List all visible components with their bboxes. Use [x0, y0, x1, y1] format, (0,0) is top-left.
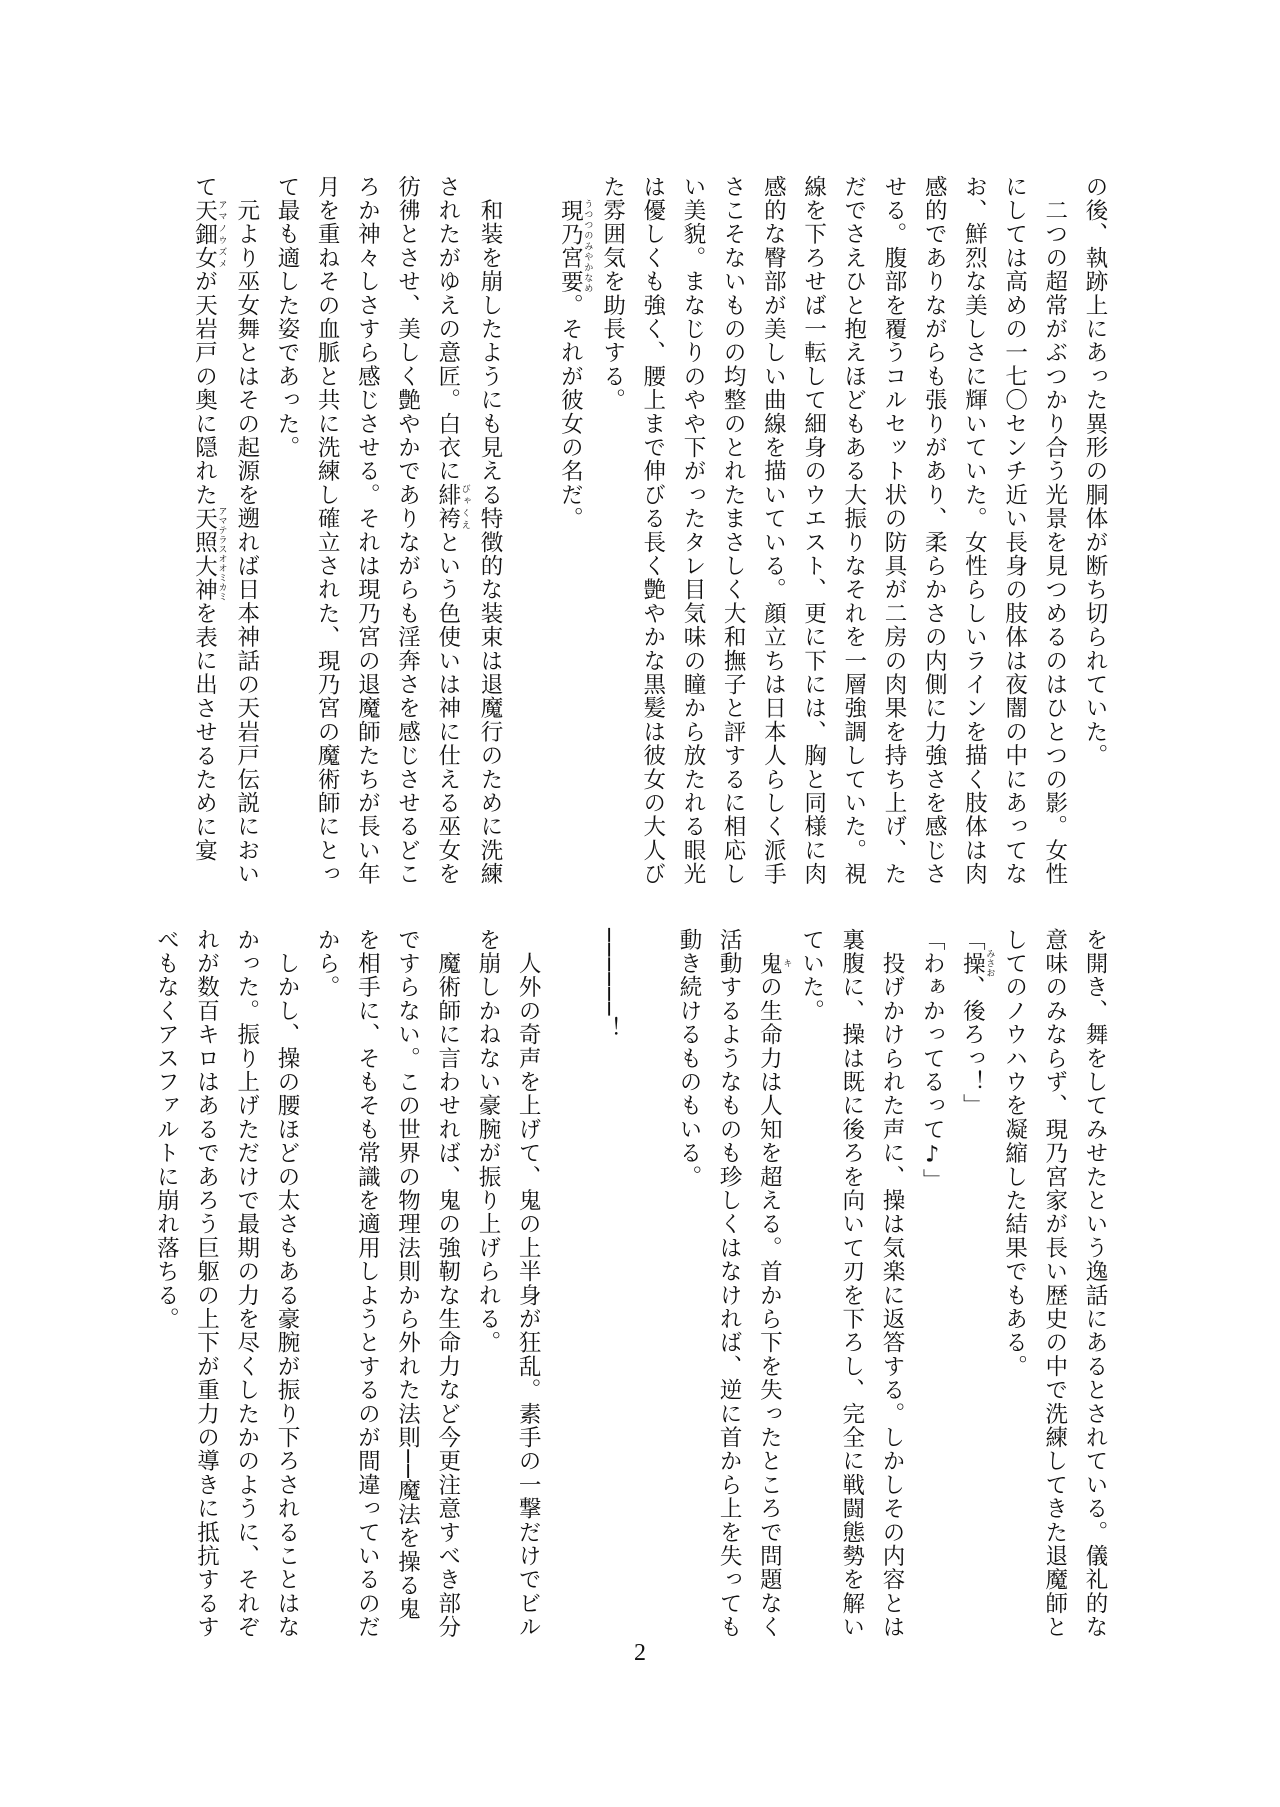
ruby-reading: びゃくえ — [459, 483, 470, 531]
text-line — [629, 928, 669, 1588]
ruby-annotation — [191, 506, 227, 602]
ruby-annotation — [434, 483, 470, 531]
text-line: 月を重ねその血脈と共に洗練し確立された、現乃宮の魔術師にとっ — [314, 175, 341, 886]
ruby-reading: キ — [781, 951, 792, 976]
text-run: 「 — [959, 928, 986, 952]
text-line: してのノウハウを凝縮した結果でもある。 — [1001, 928, 1028, 1379]
text-line: 裏腹に、操は既に後ろを向いて刃を下ろし、完全に戦闘態勢を解い — [838, 928, 865, 1639]
text-line: 活動するようなものも珍しくはなければ、逆に首から上を失っても — [716, 928, 743, 1639]
text-line: 人外の奇声を上げて、鬼の上半身が狂乱。素手の一撃だけでビル — [515, 928, 542, 1639]
text-run: の生命力は人知を超える。首から下を失ったところで問題なく — [756, 975, 783, 1640]
text-line — [749, 928, 792, 1640]
ruby-base: 天鈿女 — [191, 198, 218, 270]
text-line — [428, 175, 470, 887]
ruby-base: 天照大神 — [191, 506, 218, 602]
text-run: 。それが彼女の名だ。 — [557, 293, 584, 531]
text-line: れが数百キロはあるであろう巨躯の上下が重力の導きに抵抗するす — [193, 928, 220, 1639]
ruby-annotation — [959, 949, 995, 978]
text-line: にしては高めの一七〇センチ近い長身の肢体は夜闇の中にあってな — [1001, 175, 1028, 886]
text-line: 「わぁかってるって♪」 — [919, 928, 946, 1193]
text-run: て — [191, 175, 218, 199]
text-line: 投げかけられた声に、操は気楽に返答する。しかしその内容とは — [878, 928, 905, 1639]
text-line: お、鮮烈な美しさに輝いていた。女性らしいラインを描く肢体は肉 — [961, 175, 988, 886]
text-run: を表に出させるために宴 — [191, 601, 218, 863]
text-line — [184, 175, 227, 863]
ruby-annotation — [191, 198, 227, 270]
text-block-lower — [153, 928, 1115, 1640]
text-line — [548, 928, 588, 1588]
text-line: ていた。 — [798, 928, 825, 1023]
text-line: べもなくアスファルトに崩れ落ちる。 — [153, 928, 180, 1331]
text-line: い美貌。まなじりのやや下がったタレ目気味の瞳から放たれる眼光 — [679, 175, 706, 886]
ruby-reading: うつつのみやかなめ — [582, 198, 593, 294]
text-line: しかし、操の腰ほどの太さもある豪腕が振り下ろされることはな — [273, 928, 300, 1639]
text-block-upper — [170, 175, 1115, 887]
text-run — [557, 175, 583, 199]
text-line: 線を下ろせば一転して細身のウエスト、更に下には、胸と同様に肉 — [800, 175, 827, 886]
text-line — [952, 928, 994, 1588]
text-run: が天岩戸の奥に隠れた — [191, 269, 218, 507]
text-line: 彷彿とさせ、美しく艶やかでありながらも淫奔さを感じさせるどこ — [394, 175, 421, 886]
text-line: 元より巫女舞とはその起源を遡れば日本神話の天岩戸伝説におい — [233, 175, 260, 886]
text-line: ──────！ — [595, 928, 622, 1041]
ruby-annotation — [756, 951, 792, 976]
text-run: という色使いは神に仕える巫女を — [434, 530, 461, 887]
text-line: の後、執跡上にあった異形の胴体が断ち切られていた。 — [1082, 175, 1108, 768]
text-line: ろか神々しさすら感じさせる。それは現乃宮の退魔師たちが長い年 — [354, 175, 381, 886]
text-line — [510, 175, 550, 835]
ruby-reading: みさお — [984, 949, 995, 978]
text-line: 魔術師に言わせれば、鬼の強靭な生命力など今更注意すべき部分 — [434, 928, 461, 1639]
ruby-base: 操 — [959, 949, 986, 978]
text-line: 感的でありながらも張りがあり、柔らかさの内側に力強さを感じさ — [921, 175, 948, 886]
text-line: かった。振り上げただけで最期の力を尽くしたかのように、それぞ — [233, 928, 260, 1639]
ruby-base: 鬼 — [756, 951, 783, 976]
text-line: さこそないものの均整のとれたまさしく大和撫子と評するに相応し — [720, 175, 747, 886]
text-line: 意味のみならず、現乃宮家が長い歴史の中で洗練してきた退魔師と — [1041, 928, 1068, 1639]
text-run — [756, 928, 782, 952]
text-line: 動き続けるものもいる。 — [675, 928, 702, 1189]
text-run: されたがゆえの意匠。白衣に — [434, 175, 461, 484]
text-line: 和装を崩したようにも見える特徴的な装束は退魔行のために洗練 — [476, 175, 503, 886]
text-run: 、後ろっ！」 — [959, 975, 986, 1118]
ruby-base: 現乃宮要 — [557, 198, 584, 294]
ruby-annotation — [557, 198, 593, 294]
text-line: だでさえひと抱えほどもある大振りなそれを一層強調していた。視 — [840, 175, 867, 886]
text-line: ですらない。この世界の物理法則から外れた法則──魔法を操る鬼 — [394, 928, 421, 1622]
page-number: 2 — [634, 1640, 646, 1666]
text-line: 二つの超常がぶつかり合う光景を見つめるのはひとつの影。女性 — [1041, 175, 1068, 886]
ruby-base: 緋袴 — [434, 483, 461, 531]
text-line: せる。腹部を覆うコルセット状の防具が二房の肉果を持ち上げ、た — [880, 175, 907, 886]
text-line — [550, 175, 592, 835]
ruby-reading: アマテラスオオミカミ — [216, 506, 227, 602]
text-line: を相手に、そもそも常識を適用しようとするのが間違っているのだ — [354, 928, 381, 1639]
text-line: を崩しかねない豪腕が振り上げられる。 — [474, 928, 501, 1355]
text-line: 感的な臀部が美しい曲線を描いている。顔立ちは日本人らしく派手 — [760, 175, 787, 886]
text-line: から。 — [314, 928, 341, 1000]
ruby-reading: アマノウズメ — [216, 198, 227, 270]
text-line: を開き、舞をしてみせたという逸話にあるとされている。儀礼的な — [1082, 928, 1108, 1639]
text-line: て最も適した姿であった。 — [273, 175, 300, 460]
text-line: は優しくも強く、腰上まで伸びる長く艶やかな黒髪は彼女の大人び — [639, 175, 666, 886]
text-line: た雰囲気を助長する。 — [599, 175, 626, 412]
